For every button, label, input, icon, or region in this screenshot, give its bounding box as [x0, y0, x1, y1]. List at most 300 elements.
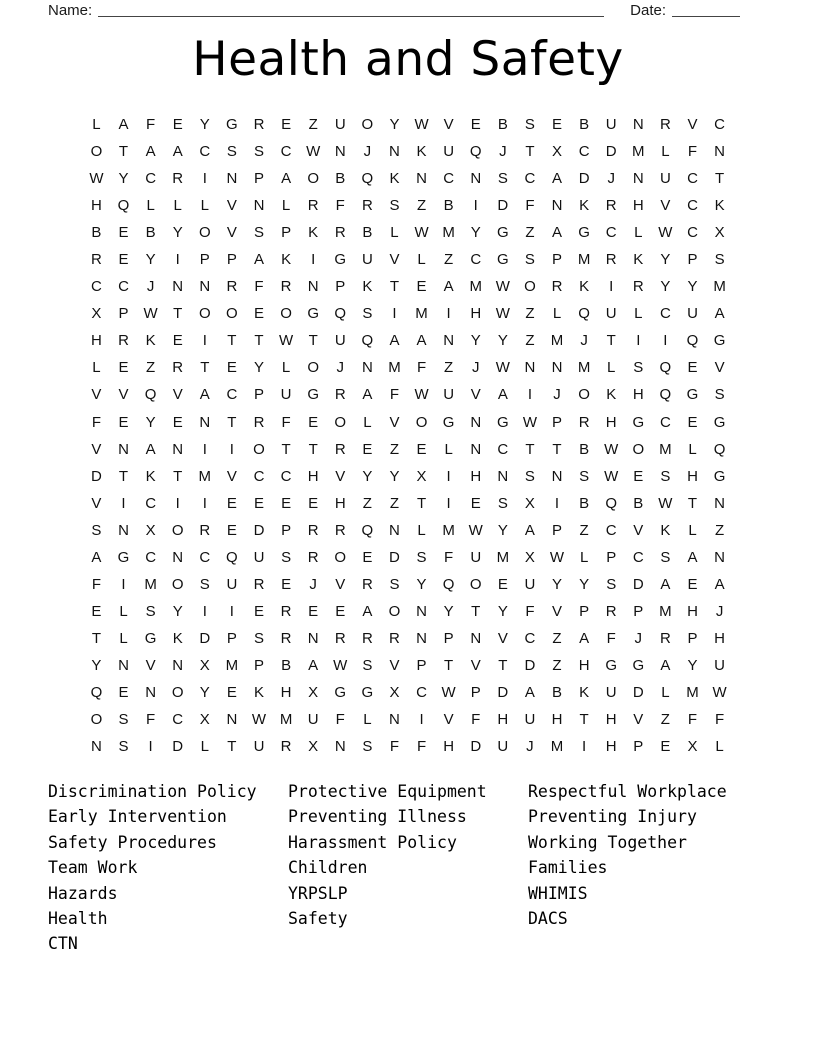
grid-cell-letter: R [659, 629, 671, 647]
grid-cell-letter: F [335, 197, 345, 215]
grid-row [83, 246, 733, 273]
grid-cell-letter: Z [525, 305, 535, 323]
grid-cell-letter: V [443, 711, 454, 729]
grid-cell-letter: T [91, 629, 101, 647]
grid-cell-letter: R [307, 548, 319, 566]
grid-row [83, 165, 733, 192]
grid-cell-letter: Z [389, 440, 400, 458]
grid-cell-letter: R [334, 224, 346, 242]
grid-cell-letter: A [145, 440, 156, 458]
grid-cell-letter: B [633, 494, 644, 512]
grid-cell-letter: P [199, 251, 210, 269]
grid-cell-letter: C [524, 170, 536, 188]
grid-cell-letter: R [226, 278, 238, 296]
grid-cell-letter: P [118, 305, 129, 323]
grid-cell-letter: Q [442, 575, 455, 593]
grid-cell-letter: M [577, 251, 591, 269]
grid-cell-letter: R [578, 413, 590, 431]
grid-cell-letter: A [91, 548, 102, 566]
grid-cell-letter: W [495, 278, 510, 296]
grid-cell-letter: P [253, 170, 264, 188]
grid-cell-letter: T [254, 332, 264, 350]
grid-cell-letter: G [226, 116, 238, 134]
grid-cell-letter: D [172, 738, 184, 756]
grid-cell-letter: T [416, 494, 427, 512]
grid-cell-letter: A [579, 629, 590, 647]
word-list-item: Protective Equipment [288, 782, 487, 801]
grid-cell-letter: B [552, 684, 563, 701]
grid-cell-letter: N [524, 359, 536, 377]
grid-cell-letter: S [633, 359, 644, 377]
grid-cell-letter: P [687, 629, 698, 647]
grid-cell-letter: U [605, 116, 617, 134]
grid-cell-letter: C [253, 467, 265, 485]
word-list [48, 779, 768, 957]
grid-cell-letter: M [659, 602, 672, 620]
grid-cell-letter: R [280, 278, 292, 296]
grid-cell-letter: Z [308, 116, 318, 134]
grid-cell-letter: W [658, 494, 673, 512]
grid-row [83, 409, 733, 436]
grid-cell-letter: C [443, 170, 455, 188]
grid-row [83, 138, 733, 165]
grid-cell-letter: Y [91, 656, 102, 674]
grid-cell-letter: I [446, 305, 451, 323]
grid-row [83, 381, 733, 408]
grid-cell-letter: N [172, 440, 184, 458]
date-label: Date: [630, 2, 666, 19]
grid-cell-letter: V [389, 251, 400, 269]
grid-cell-letter: M [550, 332, 564, 350]
grid-cell-letter: T [606, 332, 616, 350]
grid-cell-letter: P [687, 251, 698, 269]
grid-cell-letter: F [146, 711, 156, 729]
grid-cell-letter: A [443, 278, 454, 296]
grid-cell-letter: O [388, 602, 401, 620]
grid-cell-letter: R [605, 602, 617, 620]
grid-cell-letter: I [202, 494, 207, 512]
grid-cell-letter: X [308, 684, 319, 701]
grid-cell-letter: S [389, 575, 400, 593]
grid-cell-letter: E [281, 575, 292, 593]
grid-cell-letter: F [471, 711, 481, 729]
grid-cell-letter: V [497, 629, 508, 647]
grid-cell-letter: Y [416, 575, 427, 593]
grid-cell-letter: Z [444, 251, 454, 269]
grid-cell-letter: F [606, 629, 616, 647]
grid-cell-letter: H [280, 684, 292, 701]
grid-cell-letter: O [253, 440, 265, 458]
grid-cell-letter: N [714, 143, 725, 161]
grid-cell-letter: P [281, 224, 292, 242]
grid-cell-letter: W [468, 521, 483, 539]
grid-cell-letter: R [361, 197, 373, 215]
grid-cell-letter: E [253, 305, 264, 323]
grid-cell-letter: A [660, 656, 671, 674]
grid-cell-letter: M [632, 143, 645, 161]
grid-cell-letter: R [307, 521, 319, 539]
grid-cell-letter: P [552, 521, 563, 539]
grid-cell-letter: V [91, 386, 102, 404]
grid-cell-letter: U [714, 656, 725, 674]
grid-cell-letter: A [389, 332, 400, 350]
grid-cell-letter: G [144, 629, 157, 647]
grid-cell-letter: I [446, 494, 451, 512]
grid-cell-letter: E [172, 116, 183, 134]
grid-cell-letter: J [634, 629, 643, 647]
grid-cell-letter: E [226, 494, 237, 512]
grid-cell-letter: F [416, 359, 427, 377]
grid-cell-letter: Y [172, 602, 183, 620]
grid-cell-letter: C [280, 143, 292, 161]
grid-cell-letter: I [527, 386, 532, 404]
grid-cell-letter: B [579, 116, 590, 134]
grid-cell-letter: N [470, 629, 482, 647]
grid-cell-letter: Y [118, 170, 129, 188]
grid-cell-letter: S [579, 467, 590, 485]
grid-row [83, 300, 733, 327]
grid-cell-letter: F [687, 143, 698, 161]
grid-cell-letter: Q [361, 521, 374, 539]
grid-cell-letter: O [307, 359, 319, 377]
grid-cell-letter: N [714, 494, 725, 512]
grid-cell-letter: H [91, 197, 102, 215]
grid-cell-letter: R [172, 359, 184, 377]
grid-cell-letter: E [118, 251, 129, 269]
grid-cell-letter: T [227, 738, 237, 756]
grid-cell-letter: B [281, 656, 292, 674]
grid-cell-letter: E [470, 116, 481, 134]
grid-cell-letter: N [334, 738, 346, 756]
grid-cell-letter: K [172, 629, 183, 647]
grid-cell-letter: V [389, 656, 400, 674]
grid-cell-letter: E [118, 684, 129, 701]
grid-cell-letter: R [334, 629, 346, 647]
grid-cell-letter: G [496, 251, 509, 269]
grid-cell-letter: V [91, 494, 102, 512]
grid-cell-letter: C [659, 413, 671, 431]
grid-cell-letter: K [281, 251, 292, 269]
grid-cell-letter: F [416, 738, 427, 756]
grid-cell-letter: W [658, 224, 673, 242]
grid-cell-letter: T [687, 494, 698, 512]
grid-cell-letter: W [604, 440, 619, 458]
grid-cell-letter: G [632, 413, 645, 431]
grid-cell-letter: O [307, 170, 319, 188]
grid-cell-letter: B [335, 170, 346, 188]
word-list-item: Preventing Injury [528, 807, 697, 827]
grid-cell-letter: W [604, 467, 619, 485]
grid-cell-letter: U [226, 575, 238, 593]
grid-cell-letter: J [526, 738, 534, 756]
grid-cell-letter: B [362, 224, 373, 242]
grid-cell-letter: A [118, 116, 129, 134]
grid-cell-letter: J [146, 278, 155, 296]
grid-cell-letter: Y [497, 332, 508, 350]
grid-cell-letter: G [117, 548, 130, 566]
grid-cell-letter: U [443, 386, 455, 404]
grid-cell-letter: S [524, 467, 535, 485]
grid-cell-letter: R [361, 629, 373, 647]
grid-cell-letter: W [251, 711, 267, 729]
word-list-item: Families [528, 858, 608, 878]
grid-cell-letter: A [552, 170, 563, 188]
grid-cell-letter: U [524, 575, 536, 593]
grid-cell-letter: C [199, 548, 211, 566]
grid-cell-letter: F [525, 197, 535, 215]
grid-cell-letter: R [253, 413, 265, 431]
grid-cell-letter: T [552, 440, 562, 458]
grid-cell-letter: J [715, 602, 724, 620]
grid-cell-letter: Q [90, 684, 103, 701]
grid-cell-letter: E [633, 467, 644, 485]
grid-cell-letter: E [226, 359, 237, 377]
grid-cell-letter: L [281, 197, 291, 215]
grid-cell-letter: H [307, 467, 319, 485]
grid-cell-letter: W [495, 359, 510, 377]
grid-cell-letter: O [469, 575, 482, 593]
grid-cell-letter: Y [443, 602, 454, 620]
grid-cell-letter: E [687, 359, 698, 377]
grid-cell-letter: V [660, 197, 671, 215]
grid-cell-letter: P [470, 684, 481, 701]
grid-cell-letter: K [579, 684, 590, 701]
grid-row [83, 571, 733, 598]
grid-cell-letter: C [145, 548, 157, 566]
grid-cell-letter: K [362, 278, 373, 296]
grid-cell-letter: L [92, 359, 101, 377]
grid-cell-letter: C [687, 224, 698, 242]
grid-cell-letter: C [578, 143, 590, 161]
grid-cell-letter: L [200, 197, 209, 215]
grid-cell-letter: X [199, 711, 210, 729]
grid-cell-letter: V [633, 711, 644, 729]
grid-cell-letter: U [497, 738, 509, 756]
grid-cell-letter: O [198, 305, 211, 323]
grid-cell-letter: Q [686, 332, 699, 350]
grid-cell-letter: A [552, 224, 563, 242]
grid-cell-letter: P [253, 386, 264, 404]
grid-cell-letter: I [148, 738, 153, 756]
grid-cell-letter: Y [552, 575, 563, 593]
grid-cell-letter: G [334, 251, 347, 269]
grid-cell-letter: C [199, 143, 211, 161]
grid-cell-letter: U [443, 143, 455, 161]
grid-cell-letter: I [121, 494, 126, 512]
grid-cell-letter: N [416, 170, 427, 188]
grid-cell-letter: J [553, 386, 561, 404]
grid-cell-letter: A [524, 521, 535, 539]
name-blank-line [98, 3, 604, 17]
grid-cell-letter: O [578, 386, 590, 404]
grid-cell-letter: U [253, 548, 265, 566]
grid-cell-letter: Q [361, 332, 374, 350]
grid-cell-letter: S [524, 251, 535, 269]
grid-cell-letter: Y [389, 467, 400, 485]
grid-cell-letter: X [199, 656, 210, 674]
grid-cell-letter: G [361, 684, 374, 701]
word-list-item: Early Intervention [48, 807, 227, 827]
grid-cell-letter: R [118, 332, 129, 350]
grid-cell-letter: D [632, 575, 644, 593]
grid-cell-letter: J [363, 143, 372, 161]
grid-cell-letter: N [226, 170, 238, 188]
grid-cell-letter: S [226, 143, 237, 161]
grid-cell-letter: E [362, 548, 373, 566]
grid-cell-letter: D [91, 467, 102, 485]
grid-cell-letter: U [280, 386, 292, 404]
word-search-grid [83, 111, 733, 760]
grid-cell-letter: U [361, 251, 373, 269]
grid-cell-letter: U [334, 332, 346, 350]
grid-cell-letter: H [632, 197, 644, 215]
grid-cell-letter: G [496, 413, 509, 431]
grid-cell-letter: C [605, 224, 617, 242]
grid-cell-letter: D [497, 197, 509, 215]
grid-row [83, 463, 733, 490]
grid-cell-letter: Z [389, 494, 400, 512]
grid-cell-letter: O [90, 143, 103, 161]
grid-cell-letter: M [659, 440, 672, 458]
grid-cell-letter: G [307, 386, 319, 404]
grid-cell-letter: T [444, 656, 454, 674]
grid-cell-letter: R [172, 170, 184, 188]
grid-cell-letter: G [713, 467, 726, 485]
grid-cell-letter: N [551, 197, 563, 215]
grid-cell-letter: G [334, 684, 347, 701]
grid-cell-letter: L [715, 738, 724, 756]
grid-cell-letter: N [497, 467, 509, 485]
grid-cell-letter: M [144, 575, 157, 593]
grid-cell-letter: L [417, 521, 426, 539]
grid-cell-letter: L [363, 711, 372, 729]
word-list-item: Hazards [48, 883, 118, 903]
grid-cell-letter: D [632, 684, 644, 701]
grid-cell-letter: T [227, 332, 237, 350]
grid-cell-letter: M [713, 278, 726, 296]
grid-cell-letter: N [307, 278, 319, 296]
grid-cell-letter: T [308, 440, 318, 458]
grid-cell-letter: I [392, 305, 397, 323]
grid-cell-letter: R [632, 278, 644, 296]
grid-cell-letter: S [253, 224, 264, 242]
grid-cell-letter: Y [660, 278, 671, 296]
grid-cell-letter: W [495, 305, 510, 323]
grid-cell-letter: T [227, 413, 237, 431]
grid-cell-letter: L [119, 629, 128, 647]
grid-row [83, 625, 733, 652]
word-list-column-2 [288, 779, 528, 957]
grid-cell-letter: X [145, 521, 156, 539]
grid-cell-letter: U [307, 711, 319, 729]
grid-cell-letter: X [714, 224, 725, 242]
word-list-item: Discrimination Policy [48, 782, 257, 801]
grid-cell-letter: P [253, 656, 264, 674]
grid-cell-letter: I [175, 494, 180, 512]
grid-cell-letter: N [118, 521, 129, 539]
grid-cell-letter: E [172, 332, 183, 350]
grid-cell-letter: L [390, 224, 399, 242]
grid-cell-letter: W [143, 305, 158, 323]
grid-cell-letter: D [605, 143, 617, 161]
word-list-item: DACS [528, 909, 568, 929]
grid-cell-letter: Z [362, 494, 372, 512]
grid-cell-letter: N [118, 440, 129, 458]
grid-cell-letter: W [549, 548, 565, 566]
grid-cell-letter: Z [714, 521, 725, 539]
grid-cell-letter: O [90, 711, 103, 729]
name-date-header [48, 2, 740, 19]
grid-cell-letter: I [582, 738, 587, 756]
grid-row [83, 544, 733, 571]
grid-cell-letter: K [253, 684, 264, 701]
grid-cell-letter: T [714, 170, 725, 188]
grid-cell-letter: K [145, 467, 156, 485]
grid-row [83, 192, 733, 219]
grid-cell-letter: P [552, 413, 563, 431]
grid-cell-letter: H [687, 467, 698, 485]
grid-cell-letter: S [362, 656, 373, 674]
grid-cell-letter: I [311, 251, 316, 269]
grid-row [83, 598, 733, 625]
grid-cell-letter: I [609, 278, 614, 296]
grid-cell-letter: Y [253, 359, 264, 377]
grid-cell-letter: B [443, 197, 454, 215]
grid-cell-letter: N [470, 413, 482, 431]
grid-cell-letter: Y [362, 467, 373, 485]
grid-cell-letter: N [91, 738, 102, 756]
grid-cell-letter: E [660, 738, 671, 756]
grid-cell-letter: M [225, 656, 239, 674]
grid-cell-letter: C [416, 684, 427, 701]
grid-cell-letter: T [308, 332, 318, 350]
grid-cell-letter: L [607, 359, 616, 377]
grid-cell-letter: W [278, 332, 294, 350]
grid-cell-letter: I [202, 170, 207, 188]
grid-cell-letter: Z [552, 629, 562, 647]
grid-cell-letter: V [335, 467, 346, 485]
grid-cell-letter: O [198, 224, 211, 242]
grid-cell-letter: G [442, 413, 455, 431]
grid-cell-letter: P [633, 602, 644, 620]
grid-cell-letter: V [226, 224, 237, 242]
grid-cell-letter: S [362, 738, 373, 756]
grid-cell-letter: R [605, 251, 617, 269]
grid-cell-letter: R [334, 386, 346, 404]
grid-cell-letter: P [226, 629, 237, 647]
grid-cell-letter: Y [497, 521, 508, 539]
grid-cell-letter: N [714, 548, 725, 566]
grid-cell-letter: L [634, 224, 643, 242]
grid-cell-letter: A [714, 575, 725, 593]
grid-cell-letter: E [91, 602, 102, 620]
grid-cell-letter: I [663, 332, 668, 350]
grid-cell-letter: K [389, 170, 400, 188]
grid-cell-letter: N [470, 170, 482, 188]
grid-cell-letter: M [469, 278, 482, 296]
grid-cell-letter: U [334, 116, 346, 134]
grid-cell-letter: R [280, 602, 292, 620]
grid-cell-letter: E [687, 413, 698, 431]
grid-cell-letter: F [444, 548, 454, 566]
grid-cell-letter: L [634, 305, 643, 323]
grid-cell-letter: W [306, 143, 321, 161]
grid-cell-letter: A [497, 386, 508, 404]
grid-cell-letter: O [280, 305, 292, 323]
grid-cell-letter: N [551, 467, 563, 485]
grid-cell-letter: C [172, 711, 184, 729]
grid-cell-letter: I [473, 197, 478, 215]
